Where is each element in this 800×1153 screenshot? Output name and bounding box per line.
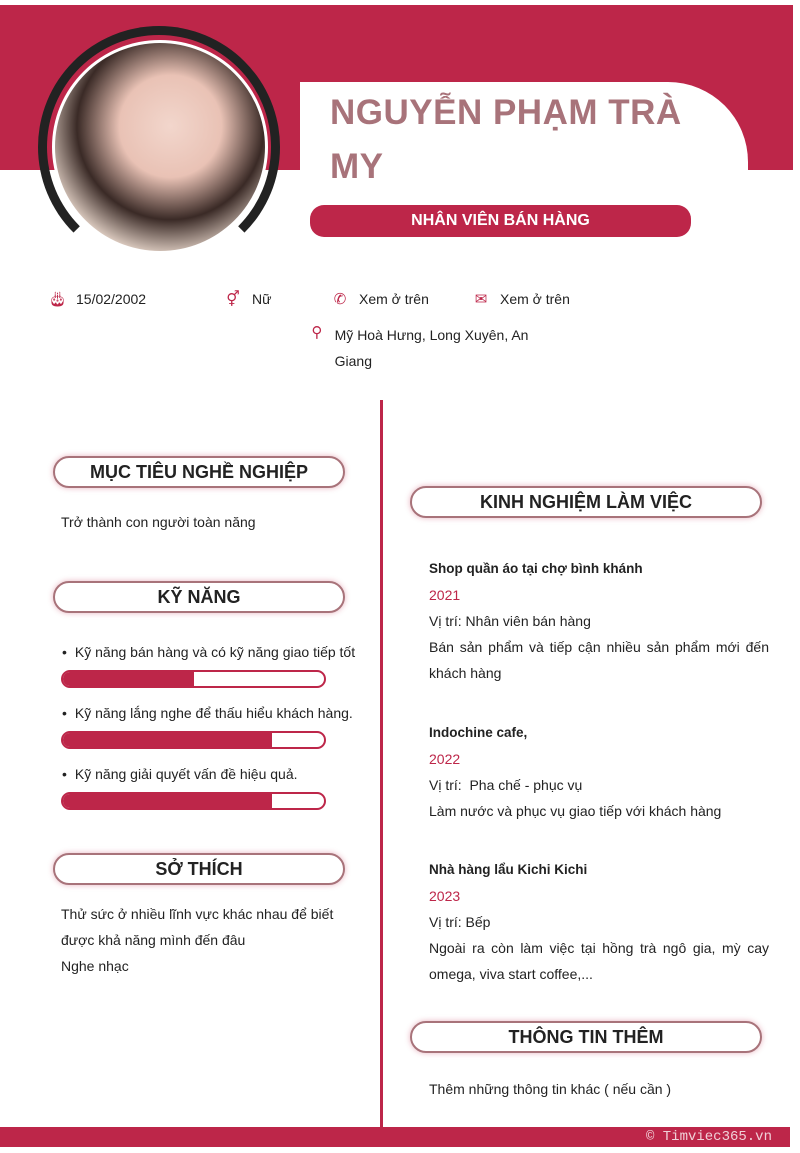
job-company: Indochine cafe, xyxy=(429,725,528,740)
more-info-text: Thêm những thông tin khác ( nếu cần ) xyxy=(429,1081,672,1097)
job-year: 2021 xyxy=(429,587,461,603)
job-company: Shop quần áo tại chợ bình khánh xyxy=(429,561,643,576)
skill-label: • Kỹ năng giải quyết vấn đề hiệu quả. xyxy=(62,766,298,782)
phone-value: Xem ở trên xyxy=(359,291,429,307)
job-year: 2022 xyxy=(429,751,461,767)
skill-bar-fill xyxy=(63,733,272,747)
column-divider xyxy=(380,400,383,1127)
email-value: Xem ở trên xyxy=(500,291,570,307)
footer-watermark: © Timviec365.vn xyxy=(0,1127,790,1147)
gender xyxy=(224,290,271,308)
gender-value: Nữ xyxy=(252,291,272,307)
job-title: NHÂN VIÊN BÁN HÀNG xyxy=(310,205,691,237)
skill-label: • Kỹ năng lắng nghe để thấu hiểu khách hàng. xyxy=(62,705,353,721)
job-year: 2023 xyxy=(429,888,461,904)
skill-bar-fill xyxy=(63,672,194,686)
skill-label: • Kỹ năng bán hàng và có kỹ năng giao tiếp tốt xyxy=(62,644,355,660)
job-entry xyxy=(429,856,769,987)
skill-bar xyxy=(61,670,326,688)
skill-bar-fill xyxy=(63,794,272,808)
skills-heading: KỸ NĂNG xyxy=(53,581,345,613)
job-description: Bán sản phẩm và tiếp cận nhiều sản phẩm mới đến khách hàng xyxy=(429,639,769,681)
objective-heading: MỤC TIÊU NGHỀ NGHIỆP xyxy=(53,456,345,488)
job-entry xyxy=(429,555,769,686)
avatar-photo xyxy=(52,40,268,254)
job-company: Nhà hàng lẩu Kichi Kichi xyxy=(429,862,588,877)
candidate-name: NGUYỄN PHẠM TRÀ MY xyxy=(330,93,682,186)
birthday-value: 15/02/2002 xyxy=(76,291,147,307)
mail-icon: ✉ xyxy=(474,291,488,308)
job-position: Vị trí: Bếp xyxy=(429,914,491,930)
skill-bar xyxy=(61,792,326,810)
hobby-item: Nghe nhạc xyxy=(61,958,129,974)
skill-bar xyxy=(61,731,326,749)
address xyxy=(309,323,539,374)
job-description: Làm nước và phục vụ giao tiếp với khách hàng xyxy=(429,803,722,819)
job-position: Vị trí: Nhân viên bán hàng xyxy=(429,613,591,629)
cake-icon: 🎂︎ xyxy=(48,291,68,308)
hobbies-heading: SỞ THÍCH xyxy=(53,853,345,885)
map-icon: ⚲ xyxy=(311,324,323,341)
more-info-heading: THÔNG TIN THÊM xyxy=(410,1021,762,1053)
gender-icon: ⚥ xyxy=(226,291,240,308)
experience-heading: KINH NGHIỆM LÀM VIỆC xyxy=(410,486,762,518)
hobby-item: Thử sức ở nhiều lĩnh vực khác nhau để biết được khả năng mình đến đâu xyxy=(61,906,334,948)
email xyxy=(472,290,570,308)
address-value: Mỹ Hoà Hưng, Long Xuyên, An Giang xyxy=(334,327,529,369)
objective-text: Trở thành con người toàn năng xyxy=(61,514,256,530)
phone xyxy=(331,290,429,308)
birthday xyxy=(48,290,146,308)
job-description: Ngoài ra còn làm việc tại hồng trà ngô gia, mỳ cay omega, viva start coffee,... xyxy=(429,940,769,982)
phone-icon: ✆ xyxy=(333,291,347,308)
job-entry xyxy=(429,719,769,824)
job-position: Vị trí: Pha chế - phục vụ xyxy=(429,777,583,793)
